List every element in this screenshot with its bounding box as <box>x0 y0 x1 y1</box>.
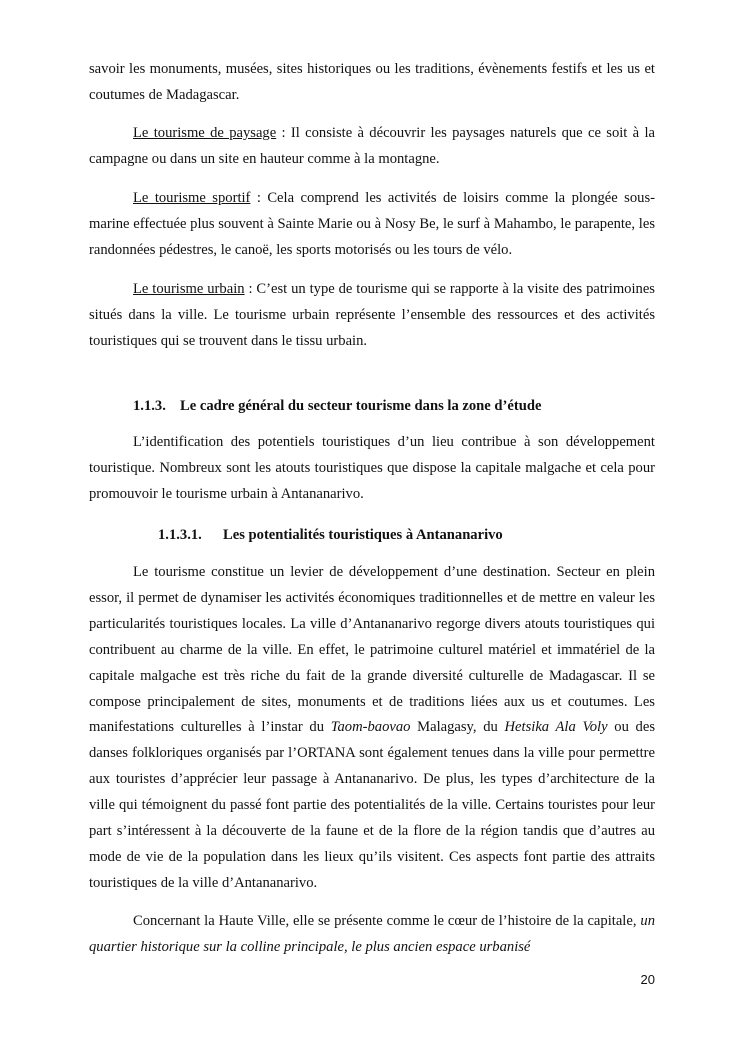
section-heading-1-1-3 <box>133 394 541 419</box>
subsection-number: 1.1.3.1. <box>158 527 202 543</box>
term-tourisme-sportif: Le tourisme sportif <box>133 190 251 206</box>
text-run: Malagasy, du <box>410 719 505 736</box>
text-tourisme-urbain: : C’est un type de tourisme qui se rapporte à la visite des patrimoines situés dans la ville. Le tourisme urbain représente l’ensemble des ressources et des activités touristiques qui se trouvent dans le tissu urbain. <box>89 281 655 349</box>
text-tourisme-paysage: : Il consiste à découvrir les paysages naturels que ce soit à la campagne ou dans un site en hauteur comme à la montagne. <box>89 125 655 167</box>
italic-term-taom-baovao: Taom-baovao <box>330 719 411 736</box>
paragraph-identification: L’identification des potentiels touristiques d’un lieu contribue à son développement touristique. Nombreux sont les atouts touristiques que dispose la capitale malgache et cela pour promouvoir le tourisme urbain à Antananarivo. <box>89 434 655 502</box>
term-tourisme-paysage: Le tourisme de paysage <box>133 125 277 141</box>
text-run: ou des danses folkloriques organisés par l’ORTANA sont également tenues dans la ville pour permettre aux touristes d’apprécier leur passage à Antananarivo. De plus, les types d’architecture de la ville qui témoignent du passé font partie des potentialités de la ville. Certains touristes pour leur part s’intéressent à la découverte de la faune et de la flore de la région tandis que d’autres au mode de vie de la population dans les lieux qu’ils visitent. Ces aspects font partie des attraits touristiques de la ville d’Antananarivo. <box>89 719 655 891</box>
italic-quote: un quartier historique sur la colline principale, le plus ancien espace urbanisé <box>89 913 655 955</box>
paragraph-tourisme-urbain <box>89 277 655 355</box>
paragraph-tourisme-sportif <box>89 186 655 264</box>
section-heading-1-1-3-1 <box>158 523 503 548</box>
paragraph-intro-continuation: savoir les monuments, musées, sites historiques ou les traditions, évènements festifs et les us et coutumes de Madagascar. <box>89 61 655 103</box>
text-run: Concernant la Haute Ville, elle se présente comme le cœur de l’histoire de la capitale, <box>133 913 641 929</box>
paragraph-tourisme-paysage <box>89 121 655 173</box>
text-run: Le tourisme constitue un levier de développement d’une destination. Secteur en plein essor, il permet de dynamiser les activités économiques traditionnelles et de mettre en valeur les particularités touristiques locales. La ville d’Antananarivo regorge divers atouts touristiques qui contribuent au charme de la ville. En effet, le patrimoine culturel matériel et immatériel de la capitale malgache est très riche du fait de la grande diversité culturelle de Madagascar. Il se compose principalement de sites, monuments et de traditions liées aux us et coutumes. Les manifestations culturelles à l’instar du <box>89 564 655 736</box>
section-title: Le cadre général du secteur tourisme dans la zone d’étude <box>180 398 542 414</box>
paragraph-haute-ville <box>89 909 655 961</box>
page-number: 20 <box>640 972 655 987</box>
section-number: 1.1.3. <box>133 398 166 414</box>
text-tourisme-sportif: : Cela comprend les activités de loisirs comme la plongée sous-marine effectuée plus souvent à Sainte Marie ou à Nosy Be, le surf à Mahambo, le parapente, les randonnées pédestres, le canoë, les sports motorisés ou les tours de vélo. <box>89 190 655 258</box>
paragraph-potentialites <box>89 560 655 897</box>
term-tourisme-urbain: Le tourisme urbain <box>133 281 245 297</box>
italic-term-hetsika-ala-voly: Hetsika Ala Voly <box>504 719 608 736</box>
subsection-title: Les potentialités touristiques à Antananarivo <box>223 527 503 543</box>
